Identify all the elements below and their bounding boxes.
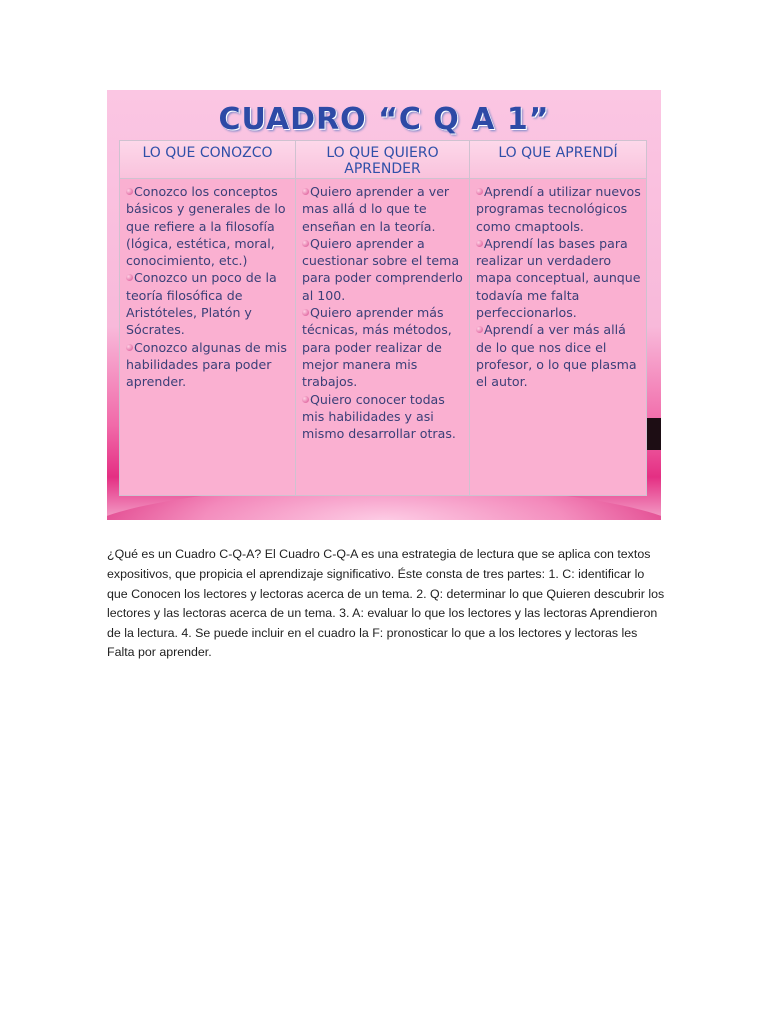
bullet-icon bbox=[476, 240, 483, 247]
column-header-aprendi: LO QUE APRENDÍ bbox=[470, 141, 646, 179]
cqa-slide-image bbox=[107, 90, 661, 520]
bullet-icon bbox=[126, 188, 133, 195]
column-header-conozco: LO QUE CONOZCO bbox=[120, 141, 296, 179]
cqa-table bbox=[119, 140, 647, 496]
list-item: Aprendí a utilizar nuevos programas tecnológicos como cmaptools. bbox=[476, 184, 641, 234]
list-item: Quiero conocer todas mis habilidades y asi mismo desarrollar otras. bbox=[302, 391, 456, 442]
list-item: Conozco un poco de la teoría filosófica de Aristóteles, Platón y Sócrates. bbox=[126, 270, 277, 338]
bullet-icon bbox=[126, 274, 133, 281]
list-item: Quiero aprender a ver mas allá d lo que te enseñan en la teoría. bbox=[302, 184, 450, 234]
column-cell-quiero-aprender bbox=[296, 179, 470, 495]
slide-title: CUADRO “C Q A 1” bbox=[218, 102, 550, 137]
list-item: Aprendí a ver más allá de lo que nos dice el profesor, o lo que plasma el autor. bbox=[476, 322, 637, 390]
bullet-icon bbox=[302, 309, 309, 316]
decorative-dark-edge bbox=[647, 418, 661, 450]
column-header-quiero-aprender: LO QUE QUIERO APRENDER bbox=[296, 141, 470, 179]
body-paragraph: ¿Qué es un Cuadro C-Q-A? El Cuadro C-Q-A es una estrategia de lectura que se aplica con textos expositivos, que propicia el aprendizaje significativo. Éste consta de tres partes: 1. C: identificar lo que Conocen los lectores y lectoras acerca de un tema. 2. Q: determinar lo que Quieren descubrir los lectores y las lectoras acerca de un tema. 3. A: evaluar lo que los lectores y las lectoras Aprendieron de la lectura. 4. Se puede incluir en el cuadro la F: pronosticar lo que a los lectores y lectoras les Falta por aprender. bbox=[107, 547, 665, 660]
bullet-icon bbox=[302, 188, 309, 195]
column-cell-aprendi bbox=[470, 179, 646, 495]
list-item: Quiero aprender más técnicas, más métodos, para poder realizar de mejor manera mis trabajos. bbox=[302, 305, 452, 390]
bullet-icon bbox=[126, 344, 133, 351]
column-cell-conozco bbox=[120, 179, 296, 495]
bullet-icon bbox=[302, 396, 309, 403]
bullet-icon bbox=[476, 326, 483, 333]
bullet-icon bbox=[302, 240, 309, 247]
list-item: Conozco los conceptos básicos y generales de lo que refiere a la filosofía (lógica, estética, moral, conocimiento, etc.) bbox=[126, 184, 286, 269]
list-item: Conozco algunas de mis habilidades para poder aprender. bbox=[126, 339, 287, 390]
bullet-icon bbox=[476, 188, 483, 195]
list-item: Quiero aprender a cuestionar sobre el tema para poder comprenderlo al 100. bbox=[302, 235, 463, 303]
list-item: Aprendí las bases para realizar un verdadero mapa conceptual, aunque todavía me falta perfeccionarlos. bbox=[476, 235, 641, 321]
